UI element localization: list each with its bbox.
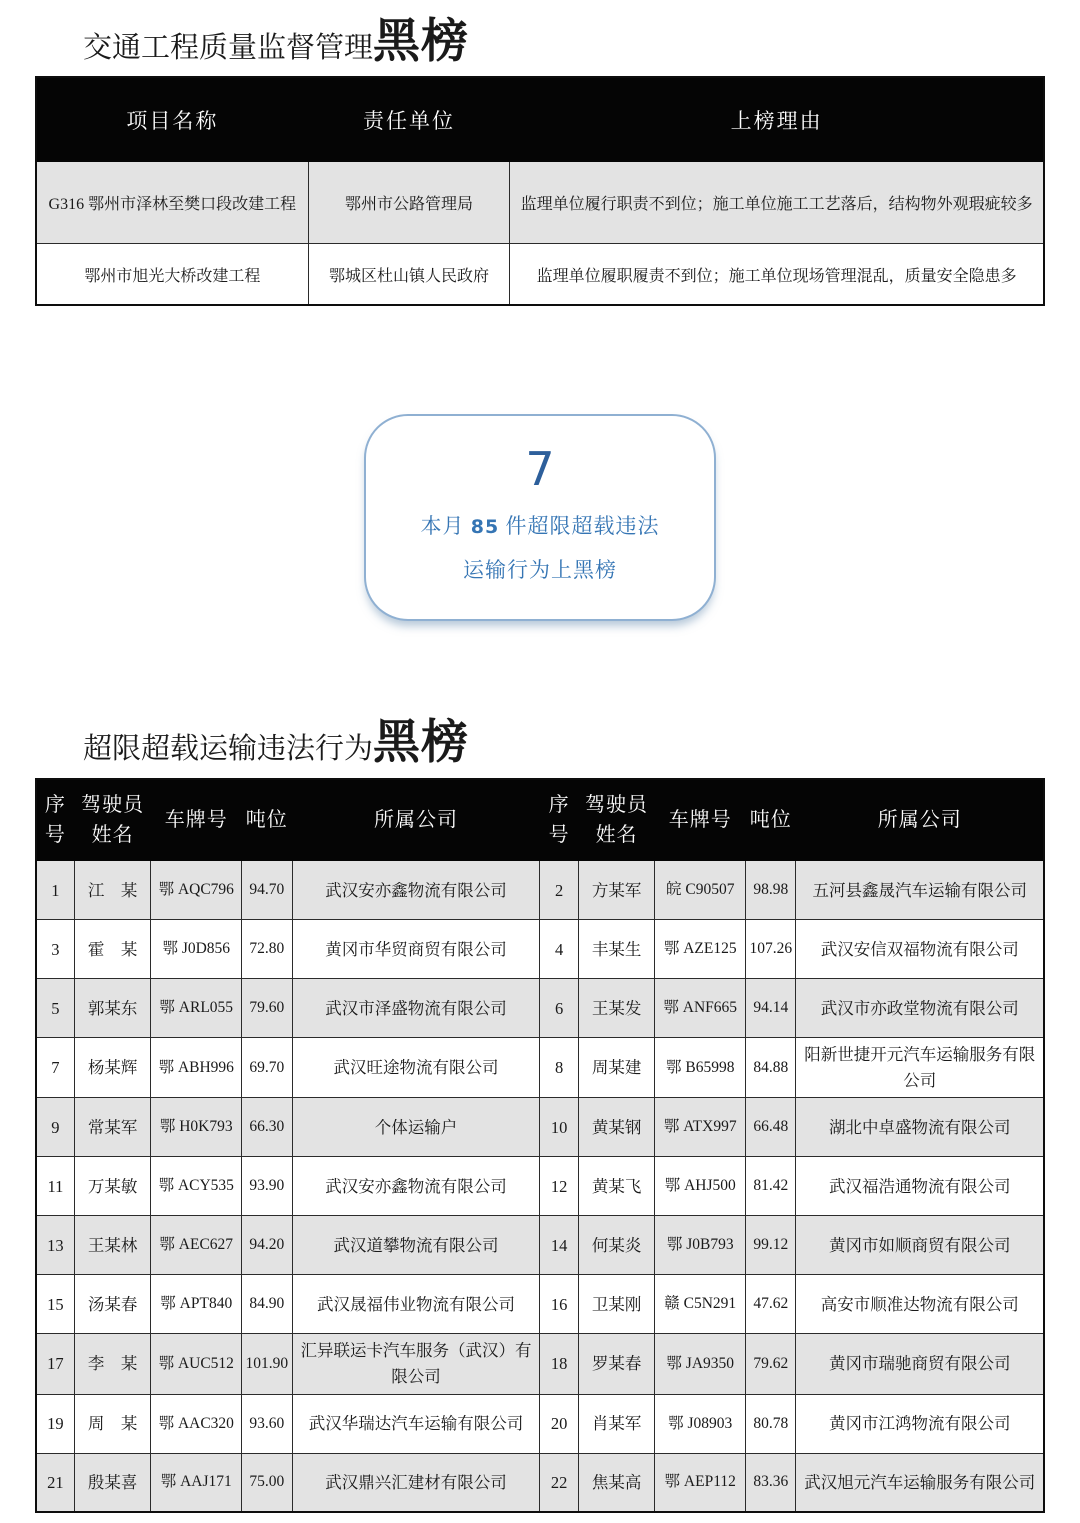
plate-cell: 鄂 AEP112 <box>655 1453 746 1512</box>
driver-name-cell: 殷某喜 <box>74 1453 151 1512</box>
header-plate-right: 车牌号 <box>655 779 746 861</box>
stat-line-2: 运输行为上黑榜 <box>463 558 617 583</box>
plate-cell: 鄂 ARL055 <box>151 979 242 1038</box>
violation-table-row <box>36 1334 1044 1394</box>
quality-title-emphasis: 黑榜 <box>373 16 470 68</box>
header-listing-reason: 上榜理由 <box>510 77 1044 161</box>
plate-cell: 鄂 ACY535 <box>151 1157 242 1216</box>
seq-cell: 19 <box>36 1394 74 1453</box>
seq-cell: 8 <box>540 1038 578 1098</box>
company-cell: 汇异联运卡汽车服务（武汉）有限公司 <box>292 1334 540 1394</box>
driver-name-cell: 周 某 <box>74 1394 151 1453</box>
tonnage-cell: 94.14 <box>746 979 796 1038</box>
tonnage-cell: 75.00 <box>242 1453 292 1512</box>
quality-title-text: 交通工程质量监督管理 <box>83 32 374 64</box>
driver-name-cell: 常某军 <box>74 1098 151 1157</box>
stat-line1-suffix: 件超限超载违法 <box>499 514 660 539</box>
violation-table-row <box>36 1394 1044 1453</box>
responsible-unit-cell: 鄂城区杜山镇人民政府 <box>308 243 510 305</box>
tonnage-cell: 72.80 <box>242 920 292 979</box>
tonnage-cell: 94.70 <box>242 861 292 920</box>
company-cell: 黄冈市如顺商贸有限公司 <box>796 1216 1044 1275</box>
violation-title-emphasis: 黑榜 <box>373 717 470 770</box>
company-cell: 武汉市亦政堂物流有限公司 <box>796 979 1044 1038</box>
violation-table-row <box>36 861 1044 920</box>
seq-cell: 15 <box>36 1275 74 1334</box>
tonnage-cell: 84.90 <box>242 1275 292 1334</box>
driver-name-cell: 王某发 <box>578 979 655 1038</box>
seq-cell: 20 <box>540 1394 578 1453</box>
quality-blacklist-table <box>35 76 1045 306</box>
company-cell: 高安市顺准达物流有限公司 <box>796 1275 1044 1334</box>
tonnage-cell: 94.20 <box>242 1216 292 1275</box>
stat-card <box>364 414 716 621</box>
tonnage-cell: 66.30 <box>242 1098 292 1157</box>
seq-cell: 14 <box>540 1216 578 1275</box>
tonnage-cell: 93.60 <box>242 1394 292 1453</box>
quality-section <box>35 14 1045 306</box>
company-cell: 武汉安亦鑫物流有限公司 <box>292 1157 540 1216</box>
company-cell: 黄冈市江鸿物流有限公司 <box>796 1394 1044 1453</box>
seq-cell: 12 <box>540 1157 578 1216</box>
company-cell: 阳新世捷开元汽车运输服务有限公司 <box>796 1038 1044 1098</box>
seq-cell: 7 <box>36 1038 74 1098</box>
company-cell: 湖北中卓盛物流有限公司 <box>796 1098 1044 1157</box>
violation-table-body <box>36 861 1044 1512</box>
seq-cell: 4 <box>540 920 578 979</box>
company-cell: 五河县鑫晟汽车运输有限公司 <box>796 861 1044 920</box>
plate-cell: 鄂 AAJ171 <box>151 1453 242 1512</box>
driver-name-cell: 肖某军 <box>578 1394 655 1453</box>
violation-table-row <box>36 979 1044 1038</box>
violation-table-row <box>36 1157 1044 1216</box>
tonnage-cell: 98.98 <box>746 861 796 920</box>
violation-header-row <box>36 779 1044 861</box>
project-name-cell: 鄂州市旭光大桥改建工程 <box>36 243 308 305</box>
company-cell: 武汉安亦鑫物流有限公司 <box>292 861 540 920</box>
header-tonnage-left: 吨位 <box>242 779 292 861</box>
seq-cell: 18 <box>540 1334 578 1394</box>
quality-table-row <box>36 161 1044 243</box>
company-cell: 武汉旺途物流有限公司 <box>292 1038 540 1098</box>
stat-line1-prefix: 本月 <box>420 514 471 539</box>
plate-cell: 鄂 B65998 <box>655 1038 746 1098</box>
plate-cell: 赣 C5N291 <box>655 1275 746 1334</box>
company-cell: 武汉福浩通物流有限公司 <box>796 1157 1044 1216</box>
stat-line-1 <box>421 504 660 548</box>
plate-cell: 鄂 AZE125 <box>655 920 746 979</box>
header-responsible-unit: 责任单位 <box>308 77 510 161</box>
plate-cell: 鄂 AUC512 <box>151 1334 242 1394</box>
driver-name-cell: 郭某东 <box>74 979 151 1038</box>
violation-table-row <box>36 1038 1044 1098</box>
tonnage-cell: 81.42 <box>746 1157 796 1216</box>
quality-section-title <box>83 14 1045 70</box>
company-cell: 武汉旭元汽车运输服务有限公司 <box>796 1453 1044 1512</box>
tonnage-cell: 101.90 <box>242 1334 292 1394</box>
plate-cell: 鄂 J08903 <box>655 1394 746 1453</box>
plate-cell: 鄂 ABH996 <box>151 1038 242 1098</box>
plate-cell: 鄂 AHJ500 <box>655 1157 746 1216</box>
violation-table-row <box>36 920 1044 979</box>
tonnage-cell: 107.26 <box>746 920 796 979</box>
plate-cell: 鄂 H0K793 <box>151 1098 242 1157</box>
header-tonnage-right: 吨位 <box>746 779 796 861</box>
driver-name-cell: 焦某高 <box>578 1453 655 1512</box>
header-plate-left: 车牌号 <box>151 779 242 861</box>
tonnage-cell: 79.60 <box>242 979 292 1038</box>
driver-name-cell: 黄某钢 <box>578 1098 655 1157</box>
tonnage-cell: 84.88 <box>746 1038 796 1098</box>
header-seq-right: 序号 <box>540 779 578 861</box>
driver-name-cell: 汤某春 <box>74 1275 151 1334</box>
plate-cell: 鄂 AAC320 <box>151 1394 242 1453</box>
header-project-name: 项目名称 <box>36 77 308 161</box>
violation-section <box>35 715 1045 1513</box>
header-driver-name-left: 驾驶员姓名 <box>74 779 151 861</box>
tonnage-cell: 79.62 <box>746 1334 796 1394</box>
plate-cell: 鄂 JA9350 <box>655 1334 746 1394</box>
seq-cell: 10 <box>540 1098 578 1157</box>
driver-name-cell: 万某敏 <box>74 1157 151 1216</box>
company-cell: 武汉安信双福物流有限公司 <box>796 920 1044 979</box>
tonnage-cell: 80.78 <box>746 1394 796 1453</box>
seq-cell: 16 <box>540 1275 578 1334</box>
violation-table-row <box>36 1098 1044 1157</box>
violation-blacklist-table <box>35 778 1045 1513</box>
header-company-right: 所属公司 <box>796 779 1044 861</box>
plate-cell: 鄂 J0D856 <box>151 920 242 979</box>
quality-table-row <box>36 243 1044 305</box>
listing-reason-cell: 监理单位履行职责不到位；施工单位施工工艺落后，结构物外观瑕疵较多 <box>510 161 1044 243</box>
seq-cell: 9 <box>36 1098 74 1157</box>
company-cell: 武汉市泽盛物流有限公司 <box>292 979 540 1038</box>
driver-name-cell: 黄某飞 <box>578 1157 655 1216</box>
plate-cell: 皖 C90507 <box>655 861 746 920</box>
project-name-cell: G316 鄂州市泽林至樊口段改建工程 <box>36 161 308 243</box>
header-company-left: 所属公司 <box>292 779 540 861</box>
plate-cell: 鄂 ANF665 <box>655 979 746 1038</box>
driver-name-cell: 周某建 <box>578 1038 655 1098</box>
plate-cell: 鄂 APT840 <box>151 1275 242 1334</box>
tonnage-cell: 69.70 <box>242 1038 292 1098</box>
plate-cell: 鄂 ATX997 <box>655 1098 746 1157</box>
listing-reason-cell: 监理单位履职履责不到位；施工单位现场管理混乱，质量安全隐患多 <box>510 243 1044 305</box>
company-cell: 武汉鼎兴汇建材有限公司 <box>292 1453 540 1512</box>
driver-name-cell: 江 某 <box>74 861 151 920</box>
seq-cell: 6 <box>540 979 578 1038</box>
header-seq-left: 序号 <box>36 779 74 861</box>
responsible-unit-cell: 鄂州市公路管理局 <box>308 161 510 243</box>
header-driver-name-right: 驾驶员姓名 <box>578 779 655 861</box>
seq-cell: 22 <box>540 1453 578 1512</box>
stat-line1-count: 85 <box>470 516 500 539</box>
seq-cell: 13 <box>36 1216 74 1275</box>
violation-title-text: 超限超载运输违法行为 <box>83 733 374 766</box>
seq-cell: 11 <box>36 1157 74 1216</box>
tonnage-cell: 83.36 <box>746 1453 796 1512</box>
seq-cell: 5 <box>36 979 74 1038</box>
driver-name-cell: 丰某生 <box>578 920 655 979</box>
company-cell: 武汉华瑞达汽车运输有限公司 <box>292 1394 540 1453</box>
driver-name-cell: 王某林 <box>74 1216 151 1275</box>
tonnage-cell: 66.48 <box>746 1098 796 1157</box>
driver-name-cell: 杨某辉 <box>74 1038 151 1098</box>
violation-section-title <box>83 715 1045 771</box>
company-cell: 武汉晟福伟业物流有限公司 <box>292 1275 540 1334</box>
stat-number: 7 <box>525 441 555 496</box>
seq-cell: 17 <box>36 1334 74 1394</box>
seq-cell: 3 <box>36 920 74 979</box>
tonnage-cell: 47.62 <box>746 1275 796 1334</box>
quality-header-row <box>36 77 1044 161</box>
violation-table-row <box>36 1275 1044 1334</box>
seq-cell: 21 <box>36 1453 74 1512</box>
driver-name-cell: 霍 某 <box>74 920 151 979</box>
driver-name-cell: 方某军 <box>578 861 655 920</box>
driver-name-cell: 李 某 <box>74 1334 151 1394</box>
driver-name-cell: 卫某刚 <box>578 1275 655 1334</box>
tonnage-cell: 93.90 <box>242 1157 292 1216</box>
company-cell: 黄冈市华贸商贸有限公司 <box>292 920 540 979</box>
plate-cell: 鄂 AQC796 <box>151 861 242 920</box>
plate-cell: 鄂 AEC627 <box>151 1216 242 1275</box>
company-cell: 个体运输户 <box>292 1098 540 1157</box>
driver-name-cell: 何某炎 <box>578 1216 655 1275</box>
violation-table-row <box>36 1216 1044 1275</box>
company-cell: 武汉道攀物流有限公司 <box>292 1216 540 1275</box>
company-cell: 黄冈市瑞驰商贸有限公司 <box>796 1334 1044 1394</box>
tonnage-cell: 99.12 <box>746 1216 796 1275</box>
seq-cell: 2 <box>540 861 578 920</box>
driver-name-cell: 罗某春 <box>578 1334 655 1394</box>
plate-cell: 鄂 J0B793 <box>655 1216 746 1275</box>
seq-cell: 1 <box>36 861 74 920</box>
violation-table-row <box>36 1453 1044 1512</box>
